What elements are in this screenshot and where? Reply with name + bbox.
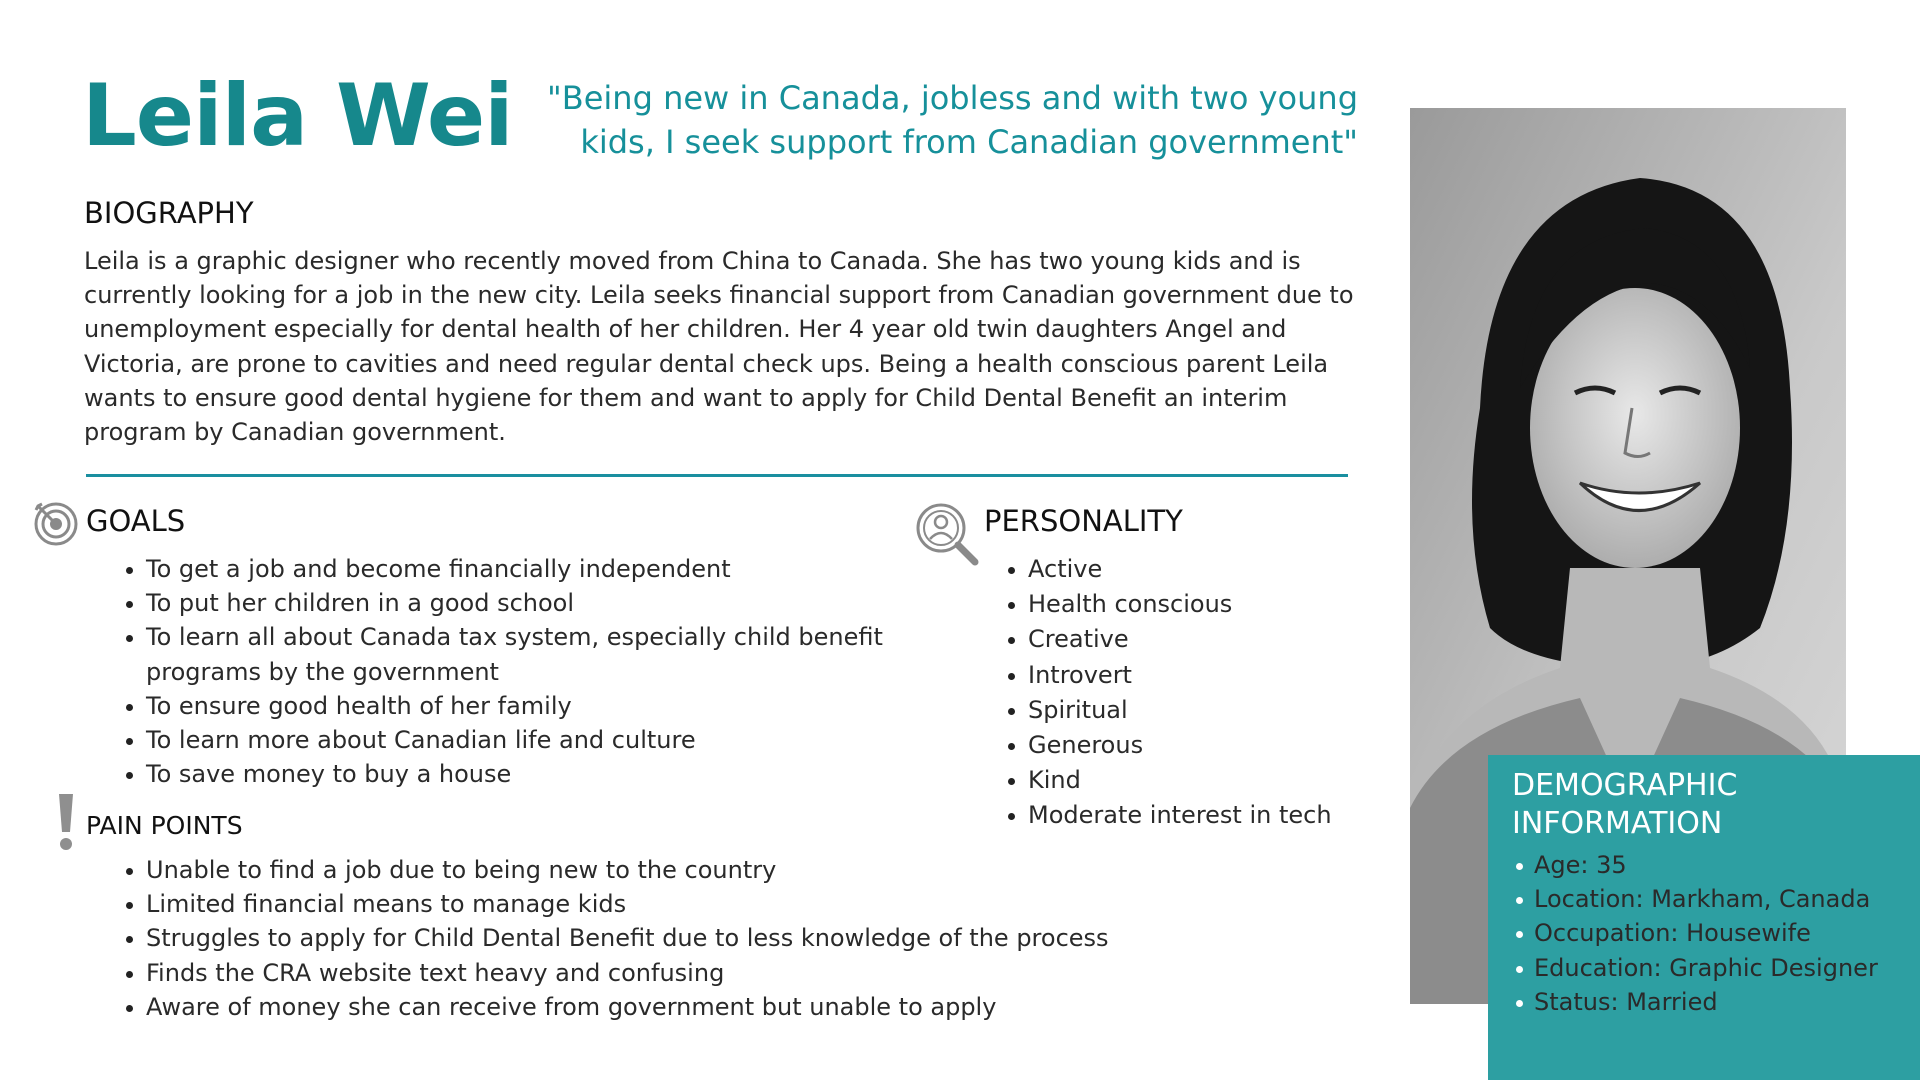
list-item: To learn more about Canadian life and culture [106,723,926,757]
list-item: Aware of money she can receive from government but unable to apply [106,990,1346,1024]
list-item: Finds the CRA website text heavy and confusing [106,956,1346,990]
list-item: Education: Graphic Designer [1512,951,1912,985]
list-item: To ensure good health of her family [106,689,926,723]
demographic-title [1512,767,1737,843]
list-item: Kind [988,763,1388,798]
biography-text: Leila is a graphic designer who recently moved from China to Canada. She has two young kids and is currently looking for a job in the new city. Leila seeks financial support from Canadian government due to unemployment especially for dental health of her children. Her 4 year old twin daughters Angel and Victoria, are prone to cavities and need regular dental check ups. Being a health conscious parent Leila wants to ensure good dental hygiene for them and want to apply for Child Dental Benefit an interim program by Canadian government. [84,247,1354,447]
list-item: Occupation: Housewife [1512,916,1912,950]
list-item: Spiritual [988,693,1388,728]
list-item: Limited financial means to manage kids [106,887,1346,921]
goals-title: GOALS [86,504,186,538]
pain-points-title: PAIN POINTS [86,811,243,840]
list-item: To get a job and become financially independent [106,552,926,586]
exclamation-icon [55,792,77,852]
list-item: Health conscious [988,587,1388,622]
list-item: Status: Married [1512,985,1912,1019]
target-icon [32,500,80,548]
person-search-icon [913,500,985,568]
biography-title: BIOGRAPHY [84,196,254,230]
list-item: Introvert [988,658,1388,693]
personality-list [988,552,1388,834]
list-item: Struggles to apply for Child Dental Benefit due to less knowledge of the process [106,921,1346,955]
demographic-list [1512,848,1912,1019]
list-item: Unable to find a job due to being new to the country [106,853,1346,887]
pain-points-list [106,853,1346,1024]
demographic-panel [1488,755,1920,1080]
list-item: Age: 35 [1512,848,1912,882]
list-item: To learn all about Canada tax system, especially child benefit programs by the government [106,620,926,688]
demographic-title-line: DEMOGRAPHIC [1512,768,1738,803]
list-item: Location: Markham, Canada [1512,882,1912,916]
list-item: Moderate interest in tech [988,798,1388,833]
list-item: To put her children in a good school [106,586,926,620]
persona-name: Leila Wei [82,66,513,166]
goals-list [106,552,926,791]
demographic-title-line: INFORMATION [1512,806,1723,841]
list-item: To save money to buy a house [106,757,926,791]
personality-title: PERSONALITY [984,504,1183,538]
list-item: Active [988,552,1388,587]
persona-quote: "Being new in Canada, jobless and with two young kids, I seek support from Canadian government" [547,79,1358,161]
list-item: Creative [988,622,1388,657]
list-item: Generous [988,728,1388,763]
section-divider [86,474,1348,477]
